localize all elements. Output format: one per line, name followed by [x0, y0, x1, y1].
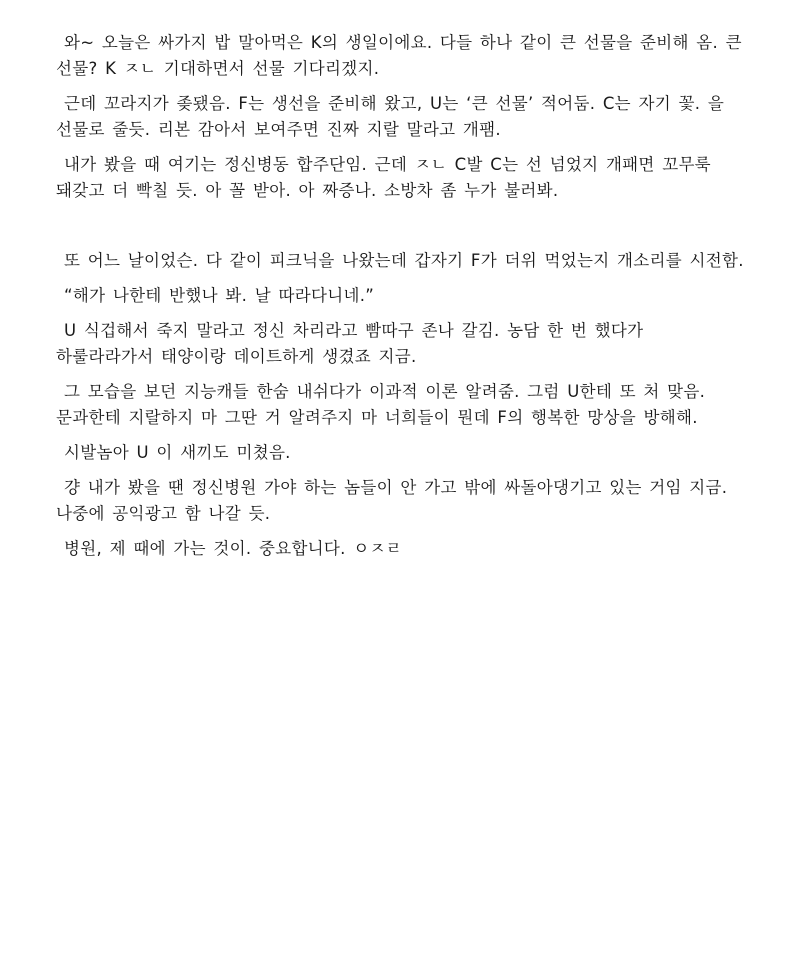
document-body	[56, 30, 750, 571]
paragraph-7: 그 모습을 보던 지능캐들 한숨 내쉬다가 이과적 이론 알려줌. 그럼 U한테 또 처 맞음. 문과한테 지랄하지 마 그딴 거 알려주지 마 너희들이 뭔데 F의 행복한 망상을 방해해.	[56, 382, 713, 427]
paragraph-2: 근데 꼬라지가 좆됐음. F는 생선을 준비해 왔고, U는 ‘큰 선물’ 적어둠. C는 자기 꽃. 을 선물로 줄듯. 리본 감아서 보여주면 진짜 지랄 말라고 개팸.	[56, 94, 732, 139]
paragraph-3: 내가 봤을 때 여기는 정신병동 합주단임. 근데 ㅈㄴ C발 C는 선 넘었지 개패면 꼬무룩 돼갖고 더 빡칠 듯. 아 꼴 받아. 아 짜증나. 소방차 좀 누가 불러봐.	[56, 155, 719, 200]
paragraph-4: 또 어느 날이었슨. 다 같이 피크닉을 나왔는데 갑자기 F가 더위 먹었는지 개소리를 시전함.	[64, 251, 744, 270]
paragraph-6: U 식겁해서 죽지 말라고 정신 차리라고 빰따구 존나 갈김. 농담 한 번 했다가 하룰라라가서 태양이랑 데이트하게 생겼죠 지금.	[56, 321, 651, 366]
paragraph-9: 걍 내가 봤을 땐 정신병원 가야 하는 놈들이 안 가고 밖에 싸돌아댕기고 있는 거임 지금. 나중에 공익광고 함 나갈 듯.	[56, 478, 735, 523]
paragraph-8: 시발놈아 U 이 새끼도 미쳤음.	[64, 443, 291, 462]
paragraph-10: 병원, 제 때에 가는 것이. 중요합니다. ㅇㅈㄹ	[64, 539, 402, 558]
paragraph-1: 와~ 오늘은 싸가지 밥 말아먹은 K의 생일이에요. 다들 하나 같이 큰 선물을 준비해 옴. 큰 선물? K ㅈㄴ 기대하면서 선물 기다리겠지.	[56, 33, 750, 78]
paragraph-5-quote: “해가 나한테 반했나 봐. 날 따라다니네.”	[64, 286, 375, 305]
